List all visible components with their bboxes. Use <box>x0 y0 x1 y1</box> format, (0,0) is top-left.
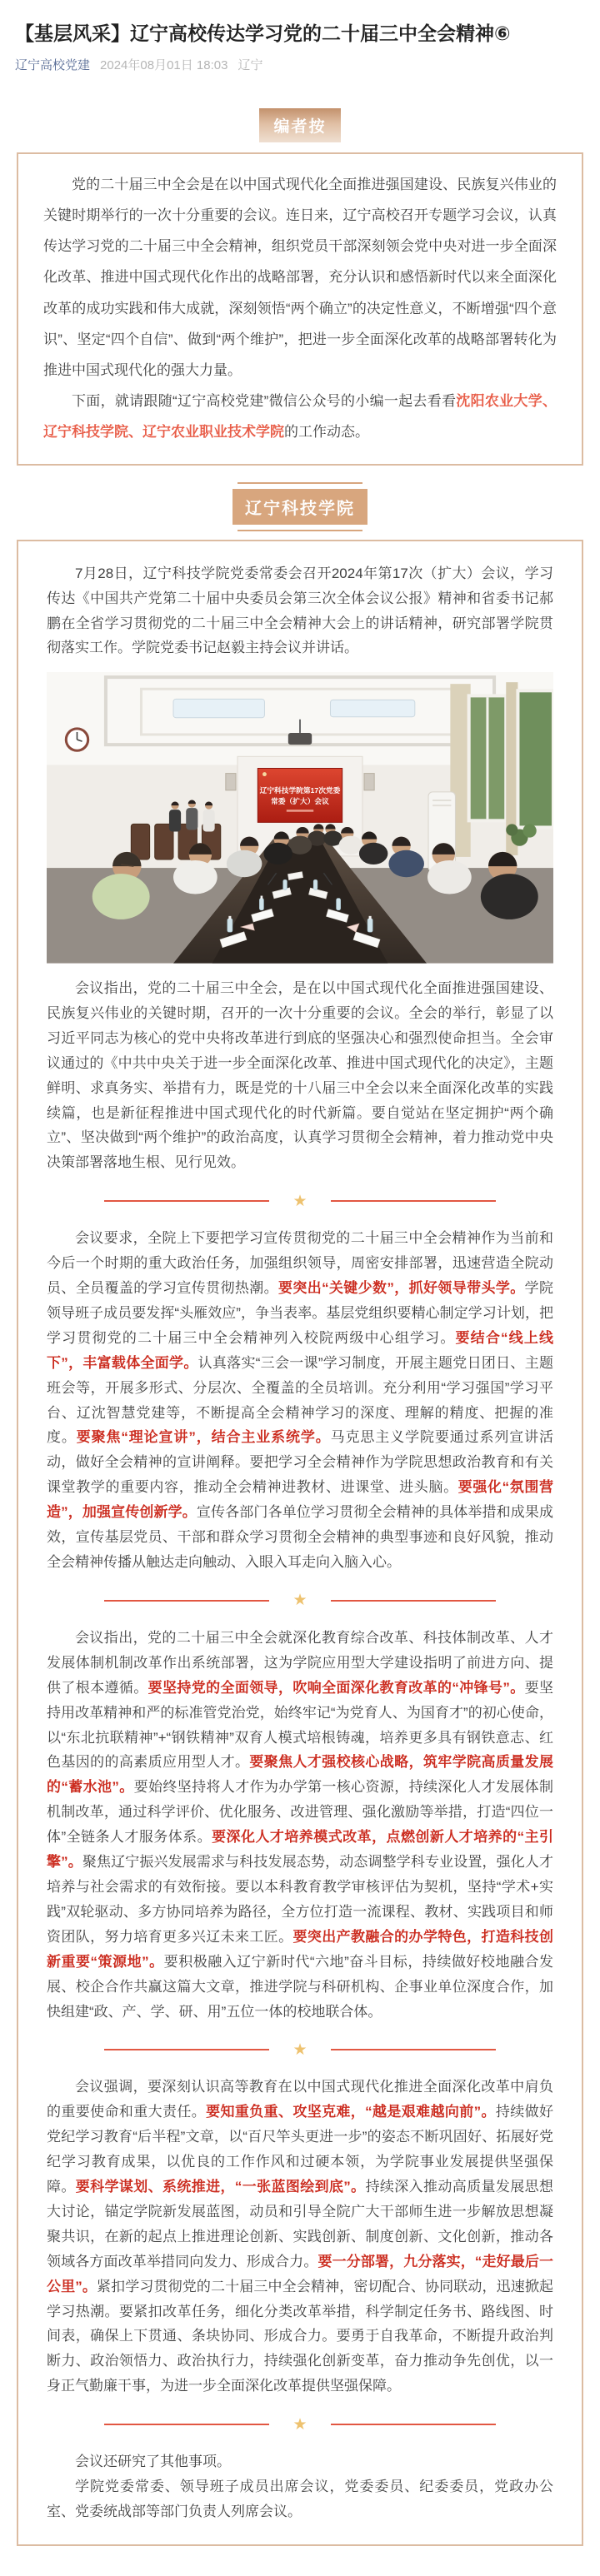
star-divider <box>47 1188 553 1214</box>
editor-note-box <box>17 152 583 465</box>
article-box <box>17 540 583 2546</box>
speaker <box>364 774 374 790</box>
ceiling-light <box>330 700 414 717</box>
screen-subtext <box>287 810 313 813</box>
screen-text-line2: 常委（扩大）会议 <box>271 797 329 806</box>
divider-line <box>104 2049 269 2050</box>
divider-line <box>331 2049 496 2050</box>
section-header <box>0 482 600 531</box>
account-link[interactable]: 辽宁高校党建 <box>15 58 91 73</box>
editor-note-paragraph: 党的二十届三中全会是在以中国式现代化全面推进强国建设、民族复兴伟业的关键时期举行的一次十分重要的会议。连日来，辽宁高校召开专题学习会议，认真传达学习党的二十届三中全会精神，组织党员干部深刻领会党中央对进一步全面深化改革、推进中国式现代化作出的战略部署，充分认识和感悟新时代以来全面深化改革的成功实践和伟大成就，深刻领悟“两个确立”的决定性意义，不断增强“四个意识”、坚定“四个自信”、做到“两个维护”，把进一步全面深化改革的战略部署转化为推进中国式现代化的强大力量。 <box>43 177 557 378</box>
screen-text-line1: 辽宁科技学院第17次党委 <box>259 786 341 795</box>
screen-logo <box>262 773 267 777</box>
paragraph-3: 会议指出，党的二十届三中全会就深化教育综合改革、科技体制改革、人才发展体制机制改革作出系统部署，这为学院应用型大学建设指明了前进方向、提供了根本遵循。要坚持党的全面领导，吹响全面深化教育改革的“冲锋号”。要坚持用改革精神和严的标准管党治党，始终牢记“为党育人、为国育才”的初心使命，以“东北抗联精神”+“钢铁精神”双育人模式培根铸魂，培养更多具有钢铁意志、红色基因的的高素质应用型人才。要聚焦人才强校核心战略，筑牢学院高质量发展的“蓄水池”。要始终坚持将人才作为办学第一核心资源，持续深化人才发展体制机制改革，通过科学评价、优化服务、改进管理、强化激励等举措，打造“四位一体”全链条人才服务体系。要深化人才培养模式改革，点燃创新人才培养的“主引擎”。聚焦辽宁振兴发展需求与科技发展态势，动态调整学科专业设置，强化人才培养与社会需求的有效衔接。要以本科教育教学审核评估为契机，坚持“学术+实践”双轮驱动、多方协同培养为路径，全方位打造一流课程、教材、实践项目和师资团队，努力培育更多兴辽未来工匠。要突出产教融合的办学特色，打造科技创新重要“策源地”。要积极融入辽宁新时代“六地”奋斗目标，持续做好校地融合发展、校企合作共赢这篇大文章，推进学院与科研机构、企事业单位深度合作，加快组建“政、产、学、研、用”五位一体的校地联合体。 <box>47 1629 554 2020</box>
page-title: 【基层风采】辽宁高校传达学习党的二十届三中全会精神⑥ <box>15 22 511 44</box>
divider-line <box>331 1200 496 1202</box>
window <box>518 691 553 828</box>
article-meta <box>15 56 585 73</box>
editor-note-badge: 编者按 <box>259 108 340 142</box>
paragraph-5: 会议还研究了其他事项。 <box>75 2454 231 2470</box>
divider-line <box>331 2424 496 2425</box>
star-icon: ★ <box>292 1192 308 1210</box>
badge-bottom-line <box>238 530 362 531</box>
editor-note-paragraph: 下面，就请跟随“辽宁高校党建”微信公众号的小编一起去看看沈阳农业大学、辽宁科技学院、辽宁农业职业技术学院的工作动态。 <box>43 392 558 440</box>
ceiling-light <box>173 700 264 718</box>
plant <box>523 825 537 838</box>
star-icon: ★ <box>292 2415 308 2434</box>
paragraph-4: 会议强调，要深刻认识高等教育在以中国式现代化推进全面深化改革中肩负的重要使命和重大责任。要知重负重、攻坚克难，“越是艰难越向前”。持续做好党纪学习教育“后半程”文章，以“百尺竿头更进一步”的姿态不断巩固好、拓展好党纪学习教育成果，以优良的工作作风和过硬本领，为学院事业发展提供坚强保障。要科学谋划、系统推进，“一张蓝图绘到底”。持续深入推动高质量发展思想大讨论，锚定学院新发展蓝图，动员和引导全院广大干部师生进一步解放思想凝聚共识，在新的起点上推进理论创新、实践创新、制度创新、文化创新，推动各领域各方面改革举措同向发力、形成合力。要一分部署，九分落实，“走好最后一公里”。紧扣学习贯彻党的二十届三中全会精神，密切配合、协同联动，迅速掀起学习热潮。要紧扣改革任务，细化分类改革举措，科学制定任务书、路线图、时间表，确保上下贯通、条块协同、形成合力。要勇于自我革命，不断提升政治判断力、政治领悟力、政治执行力，持续强化创新变革，奋力推动争先创优，以一身正气勤廉干事，为进一步全面深化改革提供坚强保障。 <box>47 2079 554 2394</box>
publish-date: 2024年08月01日 18:03 <box>100 58 228 73</box>
paragraph-intro: 7月28日，辽宁科技学院党委常委会召开2024年第17次（扩大）会议，学习传达《中国共产党第二十届中央委员会第三次全体会议公报》精神和省委书记郝鹏在全省学习贯彻党的二十届三中全会精神大会上的讲话精神，研究部署学院贯彻落实工作。学院党委书记赵毅主持会议并讲话。 <box>47 565 553 656</box>
plant <box>506 825 518 836</box>
divider-line <box>104 2424 269 2425</box>
paragraph-6: 学院党委常委、领导班子成员出席会议，党委委员、纪委委员，党政办公室、党委统战部等部门负责人列席会议。 <box>47 2479 553 2520</box>
projector <box>288 733 312 745</box>
publish-location: 辽宁 <box>238 58 263 73</box>
paragraph-2: 会议要求，全院上下要把学习宣传贯彻党的二十届三中全会精神作为当前和今后一个时期的重大政治任务，加强组织领导，周密安排部署，迅速营造全院动员、全员覆盖的学习宣传贯彻热潮。要突出“关键少数”，抓好领导带头学。学院领导班子成员要发挥“头雁效应”，争当表率。基层党组织要精心制定学习计划，把学习贯彻党的二十届三中全会精神列入校院两级中心组学习。要结合“线上线下”，丰富载体全面学。认真落实“三会一课”学习制度，开展主题党日团日、主题班会等，开展多形式、分层次、全覆盖的全员培训。充分利用“学习强国”学习平台、辽沈智慧党建等，不断提高全会精神学习的深度、理解的精度、把握的准度。要聚焦“理论宣讲”，结合主业系统学。马克思主义学院要通过系列宣讲活动，做好全会精神的宣讲阐释。要把学习全会精神作为学院思想政治教育和有关课堂教学的重要内容，推动全会精神进教材、进课堂、进头脑。要强化“氛围营造”，加强宣传创新学。宣传各部门各单位学习贯彻全会精神的具体举措和成果成效，宣传基层党员、干部和群众学习贯彻全会精神的典型事迹和良好风貌，推动全会精神传播从触达走向触动、入眼入耳走向入脑入心。 <box>47 1230 554 1571</box>
star-icon: ★ <box>292 1592 308 1610</box>
divider-line <box>104 1200 269 1202</box>
badge-top-line <box>238 482 362 484</box>
red-screen <box>258 769 342 823</box>
star-icon: ★ <box>292 2040 308 2059</box>
paragraph-1: 会议指出，党的二十届三中全会，是在以中国式现代化全面推进强国建设、民族复兴伟业的关键时期，召开的一次十分重要的会议。全会的举行，彰显了以习近平同志为核心的党中央将改革进行到底的坚强决心和强烈使命担当。全会审议通过的《中共中央关于进一步全面深化改革、推进中国式现代化的决定》，主题鲜明、求真务实、举措有力，既是党的十八届三中全会以来全面深化改革的实践续篇，也是新征程推进中国式现代化的时代新篇。要自觉站在坚定拥护“两个确立”、坚决做到“两个维护”的政治高度，认真学习贯彻全会精神，着力推动党中央决策部署落地生根、见行见效。 <box>47 979 553 1171</box>
star-divider <box>47 2036 553 2063</box>
star-divider <box>47 2411 553 2438</box>
standing-attendees <box>169 800 215 832</box>
section-badge-title: 辽宁科技学院 <box>232 489 368 525</box>
meeting-photo[interactable] <box>47 672 553 964</box>
star-divider <box>47 1587 553 1614</box>
divider-line <box>331 1600 496 1602</box>
speaker <box>226 774 236 790</box>
divider-line <box>104 1600 269 1602</box>
meeting-room-illustration <box>47 672 553 964</box>
